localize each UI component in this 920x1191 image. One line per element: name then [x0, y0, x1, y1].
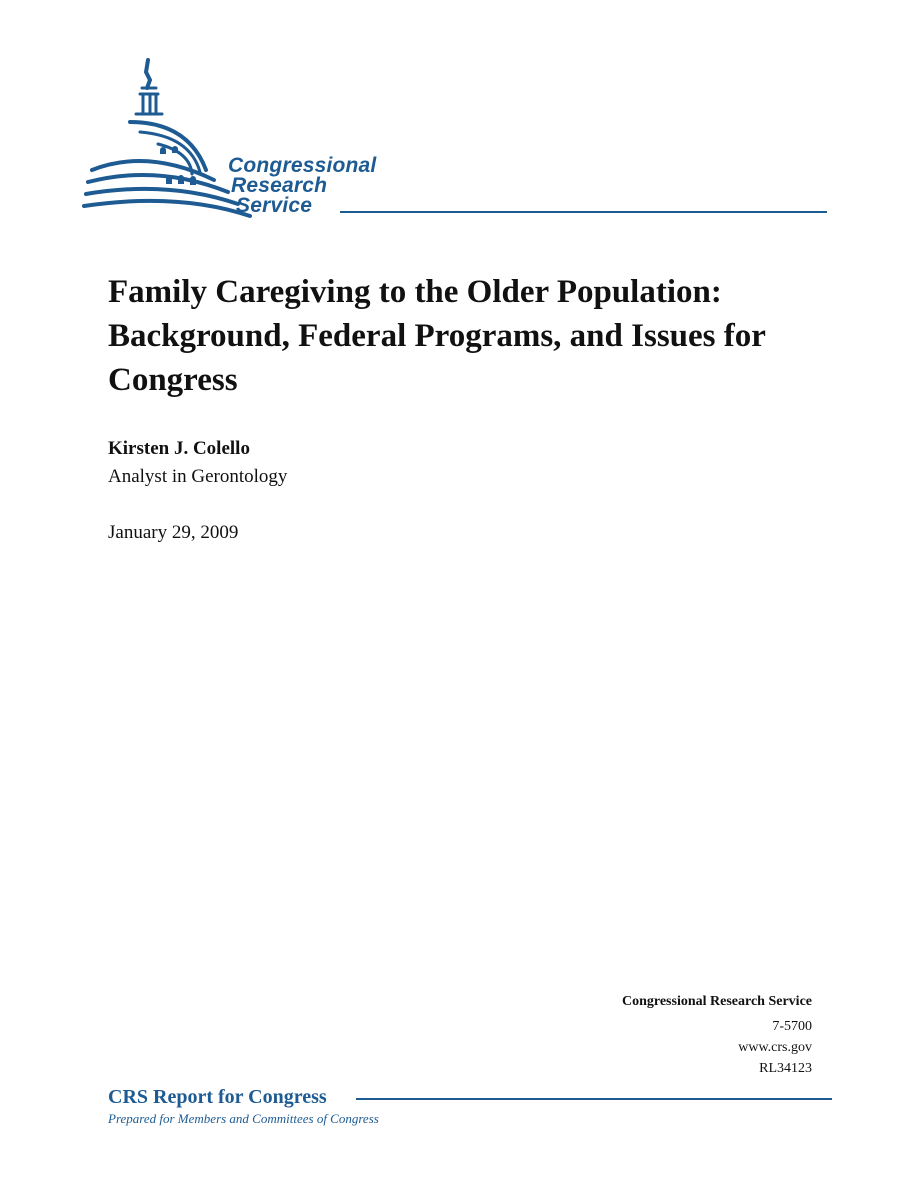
- report-title: Family Caregiving to the Older Population: Background, Federal Programs, and Issues for Congress: [108, 274, 766, 398]
- logo-line-congressional: Congressional: [228, 154, 377, 177]
- crs-logo-wordmark: [228, 156, 376, 216]
- logo-line-service: Service: [236, 194, 313, 217]
- author-name: Kirsten J. Colello: [108, 438, 250, 459]
- footer-divider: [356, 1098, 832, 1100]
- crs-org-name: Congressional Research Service: [621, 994, 812, 1009]
- crs-phone: 7-5700: [772, 1019, 812, 1034]
- crs-info-block: [622, 991, 812, 1079]
- logo-line-research: Research: [231, 174, 328, 197]
- report-date: January 29, 2009: [108, 522, 239, 543]
- footer-report-label: CRS Report for Congress: [108, 1086, 327, 1108]
- crs-website: www.crs.gov: [738, 1040, 812, 1055]
- report-number: RL34123: [759, 1061, 812, 1076]
- logo-divider: [340, 211, 827, 213]
- author-role: Analyst in Gerontology: [108, 466, 288, 487]
- footer-subtitle: Prepared for Members and Committees of Congress: [108, 1111, 379, 1126]
